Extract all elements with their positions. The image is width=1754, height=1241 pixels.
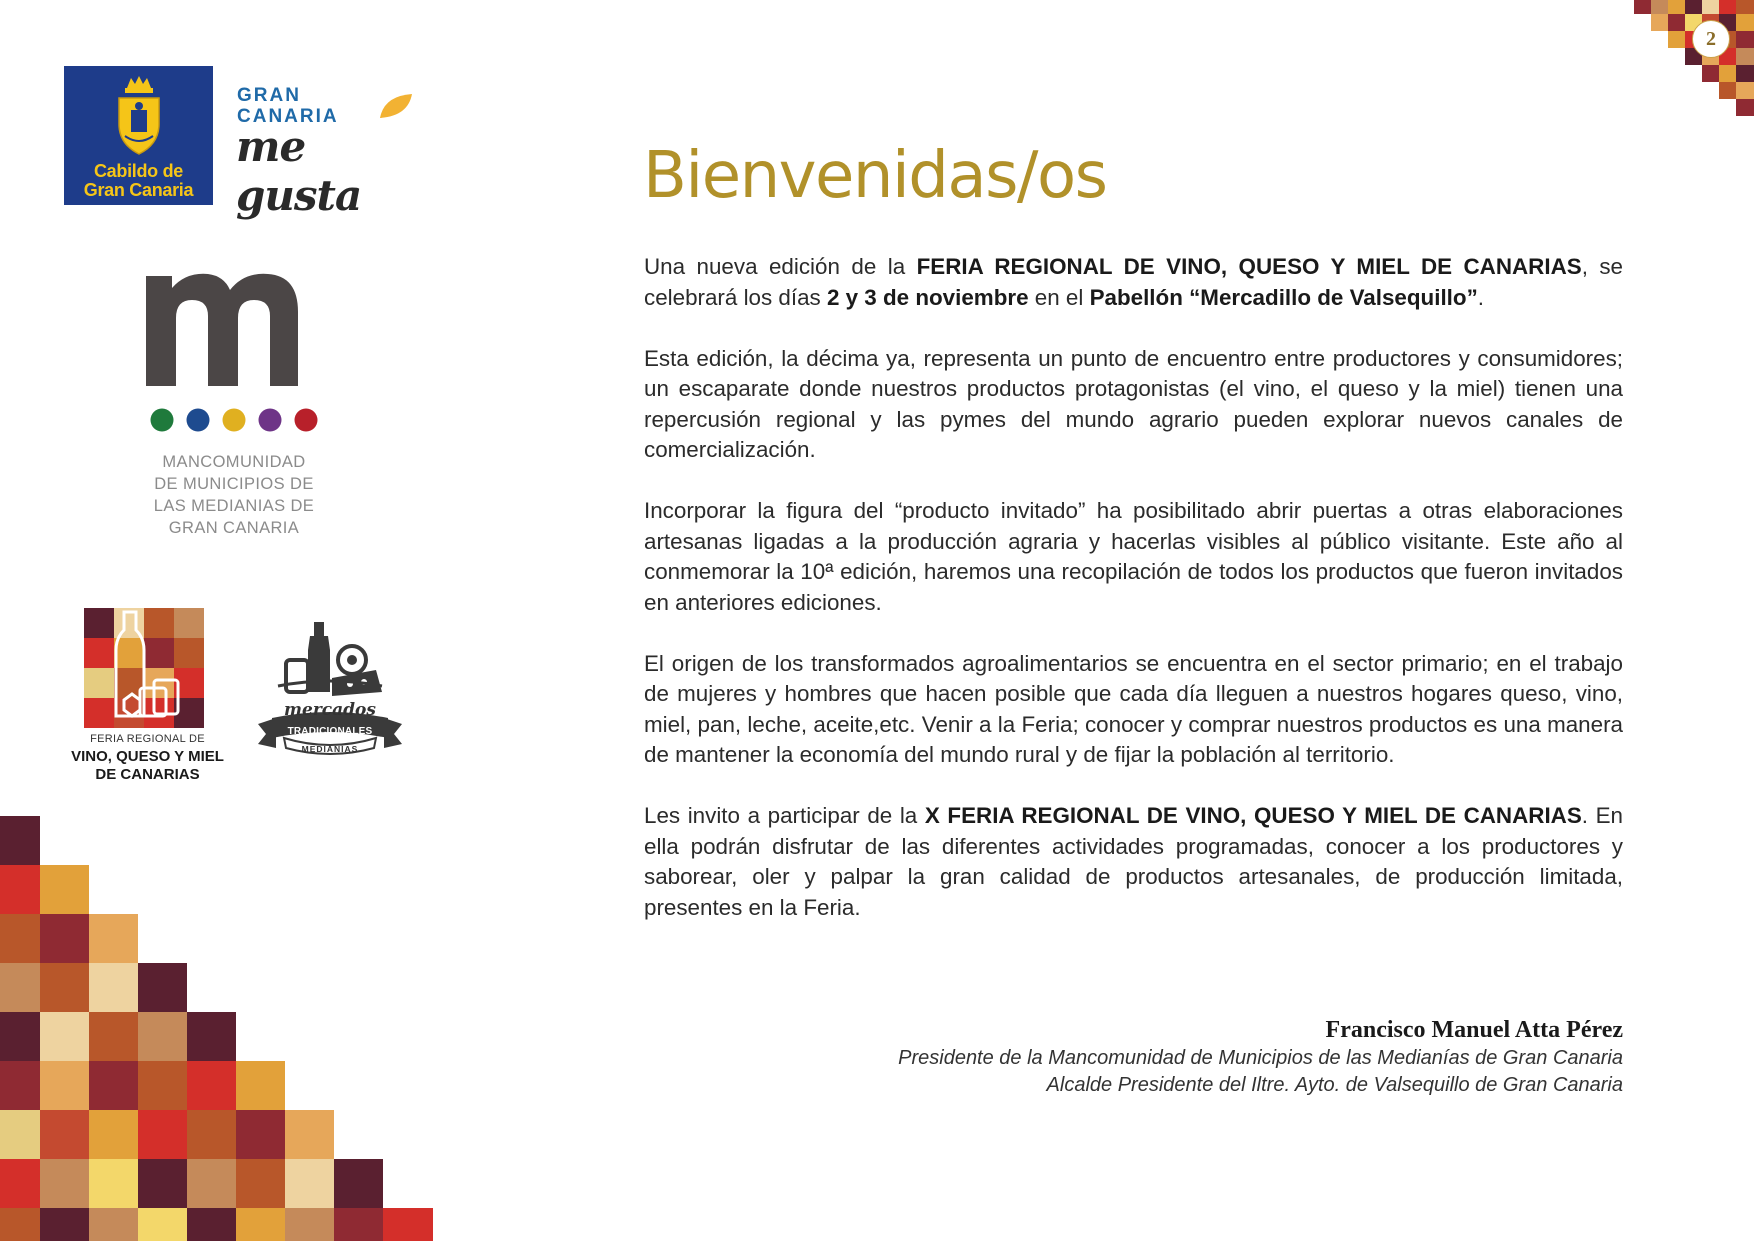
letter-body: [644, 252, 1623, 954]
p1-venue: Pabellón “Mercadillo de Valsequillo”: [1089, 284, 1478, 310]
color-dots: [150, 408, 320, 438]
paragraph-2: Esta edición, la décima ya, representa un punto de encuentro entre productores y consumidores; un escaparate donde nuestros productos protagonistas (el vino, el queso y la miel) tienen una repercusión regional y las pymes del mundo agrario pueden explorar nuevos canales de comercialización.: [644, 345, 1623, 462]
mancomunidad-line: GRAN CANARIA: [168, 519, 300, 537]
coat-of-arms-icon: [114, 74, 164, 158]
mancomunidad-line: DE MUNICIPIOS DE: [154, 475, 314, 493]
cabildo-line1: Cabildo de: [93, 161, 183, 181]
p1-text-g: .: [1477, 284, 1485, 310]
gran-canaria-me-gusta-logo: [236, 84, 416, 220]
decorative-mosaic-bottom-left: [0, 816, 440, 1241]
p5-text-c: . En ella podrán disfrutar de las diferentes actividades programadas, conocer a los productores y saborear, oler y palpar la gran calidad de productos artesanales, de producción limitada, presentes en la Feria.: [644, 803, 1623, 920]
feria-line2: VINO, QUESO Y MIEL: [71, 748, 224, 765]
mancomunidad-line: MANCOMUNIDAD: [162, 453, 306, 471]
cabildo-line2: Gran Canaria: [83, 180, 194, 200]
feria-line3: DE CANARIAS: [95, 766, 200, 783]
gran-canaria-line2: CANARIA: [237, 106, 339, 127]
leaf-icon: [378, 92, 414, 122]
paragraph-3: Incorporar la figura del “producto invitado” ha posibilitado abrir puertas a otras elaboraciones artesanas ligadas a la producción agraria y hacerlas visibles al público visitante. Este año al conmemorar la 10ª edición, haremos una recopilación de todos los productos que fueron invitados en anteriores ediciones.: [644, 498, 1623, 615]
paragraph-4: El origen de los transformados agroalimentarios se encuentra en el sector primario; en el trabajo de mujeres y hombres que hacen posible que cada día lleguen a nuestros hogares queso, vino, miel, pan, leche, aceite,etc. Venir a la Feria; conocer y comprar nuestros productos es una manera de mantener la economía del mundo rural y de fijar la población al territorio.: [644, 650, 1623, 767]
signatory-role-1: Presidente de la Mancomunidad de Municipios de las Medianías de Gran Canaria: [898, 1047, 1623, 1069]
mancomunidad-logo: [136, 268, 336, 548]
p5-event-name: X FERIA REGIONAL DE VINO, QUESO Y MIEL DE CANARIAS: [924, 803, 1582, 828]
mercados-line2: TRADICIONALES: [287, 726, 373, 737]
signatory-role-2: Alcalde Presidente del Iltre. Ayto. de Valsequillo de Gran Canaria: [1046, 1074, 1623, 1096]
cabildo-logo: [64, 66, 213, 205]
mercados-line1: mercados: [284, 700, 376, 720]
p5-text-a: Les invito a participar de la: [644, 803, 925, 828]
signatory-name: Francisco Manuel Atta Pérez: [1325, 1017, 1623, 1043]
paragraph-1: [644, 252, 1623, 313]
feria-regional-logo: [60, 605, 235, 785]
me-gusta-tagline: me gusta: [236, 122, 362, 220]
paragraph-5: [644, 801, 1623, 923]
gran-canaria-line1: GRAN: [237, 85, 301, 106]
p1-text-a: Una nueva edición de la: [644, 254, 917, 279]
p1-event-name: FERIA REGIONAL DE VINO, QUESO Y MIEL DE CANARIAS: [916, 254, 1582, 279]
p1-text-c: , se celebrará los días: [644, 254, 1624, 310]
feria-line1: FERIA REGIONAL DE: [90, 733, 205, 745]
mercados-line3: MEDIANÍAS: [301, 744, 359, 754]
mercados-emblem-icon: [258, 620, 402, 760]
decorative-mosaic-top-right: [1634, 0, 1754, 116]
page-title: Bienvenidas/os: [643, 139, 1107, 213]
mancomunidad-m-mark-icon: [146, 268, 316, 386]
p1-dates: 2 y 3 de noviembre: [826, 284, 1029, 310]
mancomunidad-text: [136, 451, 332, 539]
mancomunidad-line: LAS MEDIANIAS DE: [153, 497, 315, 515]
signature-block: [898, 1015, 1623, 1099]
mercados-tradicionales-logo: [258, 620, 402, 760]
page-number-badge: 2: [1692, 20, 1730, 58]
feria-mosaic-icon: [84, 608, 204, 728]
p1-text-e: en el: [1028, 284, 1090, 310]
